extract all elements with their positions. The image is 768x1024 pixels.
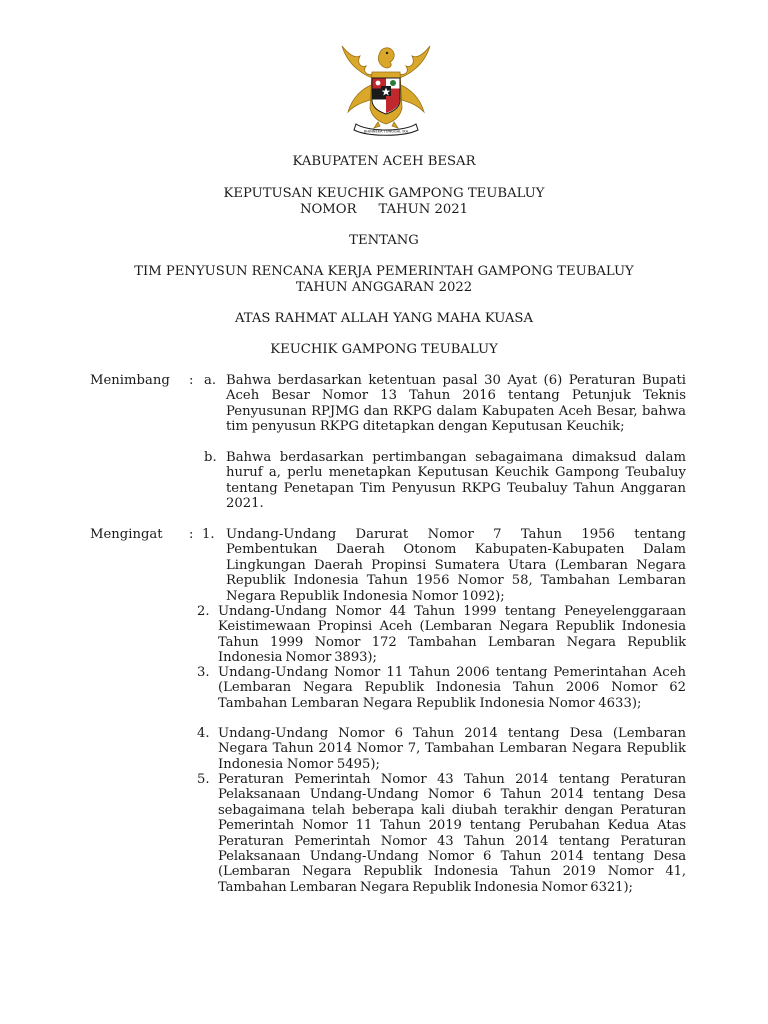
pancasila-shield bbox=[372, 78, 400, 114]
mengingat-item-5-text: Peraturan Pemerintah Nomor 43 Tahun 2014 tentang Peraturan Pelaksanaan Undang-Undang Nomor 6 Tahun 2014 tentang Desa sebagaimana telah beberapa kali diubah terakhir dengan Peraturan Pemerintah Nomor 11 Tahun 2019 tentang Perubahan Kedua Atas Peraturan Pemerintah Nomor 43 Tahun 2014 tentang Peraturan Pelaksanaan Undang-Undang Nomor 6 Tahun 2014 tentang Desa (Lembaran Negara Republik Indonesia Tahun 2019 Nomor 41, Tambahan Lembaran Negara Republik Indonesia Nomor 6321); bbox=[218, 772, 686, 895]
mengingat-item-1-text: Undang-Undang Darurat Nomor 7 Tahun 1956 tentang Pembentukan Daerah Otonom Kabupaten-Kabupaten Dalam Lingkungan Daerah Propinsi Sumatera Utara (Lembaran Negara Republik Indonesia Tahun 1956 Nomor 58, Tambahan Lembaran Negara Republik Indonesia Nomor 1092); bbox=[226, 527, 686, 604]
blessing-heading: ATAS RAHMAT ALLAH YANG MAHA KUASA bbox=[234, 311, 533, 326]
about-heading: TENTANG bbox=[349, 233, 419, 248]
menimbang-item-b-marker: b. bbox=[204, 450, 217, 465]
mengingat-item-4-text: Undang-Undang Nomor 6 Tahun 2014 tentang Desa (Lembaran Negara Tahun 2014 Nomor 7, Tambahan Lembaran Negara Republik Indonesia Nomor 5495); bbox=[218, 726, 686, 772]
regency-title: KABUPATEN ACEH BESAR bbox=[292, 154, 476, 169]
mengingat-item-2-marker: 2. bbox=[197, 604, 210, 619]
menimbang-item-a-marker: a. bbox=[204, 373, 217, 388]
motto-ribbon bbox=[354, 124, 418, 135]
mengingat-colon: : bbox=[189, 527, 194, 542]
issuer-heading: KEUCHIK GAMPONG TEUBALUY bbox=[270, 342, 498, 357]
mengingat-item-1-marker: 1. bbox=[202, 527, 215, 542]
subject-line-1: TIM PENYUSUN RENCANA KERJA PEMERINTAH GAMPONG TEUBALUY bbox=[134, 264, 634, 279]
garuda-head bbox=[378, 48, 394, 68]
mengingat-item-4-marker: 4. bbox=[197, 726, 210, 741]
menimbang-item-a-text: Bahwa berdasarkan ketentuan pasal 30 Ayat (6) Peraturan Bupati Aceh Besar Nomor 13 Tahun 2016 tentang Petunjuk Teknis Penyusunan RPJMG dan RKPG dalam Kabupaten Aceh Besar, bahwa tim penyusun RKPG ditetapkan dengan Keputusan Keuchik; bbox=[226, 373, 686, 435]
mengingat-item-3-text: Undang-Undang Nomor 11 Tahun 2006 tentang Pemerintahan Aceh (Lembaran Negara Republik Indonesia Tahun 2006 Nomor 62 Tambahan Lembaran Negara Republik Indonesia Nomor 4633); bbox=[218, 665, 686, 711]
motto-text: BHINNEKA TUNGGAL IKA bbox=[363, 129, 409, 134]
mengingat-item-2-text: Undang-Undang Nomor 44 Tahun 1999 tentang Peneyelenggaraan Keistimewaan Propinsi Aceh (Lembaran Negara Republik Indonesia Tahun 1999 Nomor 172 Tambahan Lembaran Negara Republik Indonesia Nomor 3893); bbox=[218, 604, 686, 666]
number-label: NOMOR bbox=[299, 202, 357, 217]
year-label: TAHUN 2021 bbox=[378, 202, 469, 217]
mengingat-item-3-marker: 3. bbox=[197, 665, 210, 680]
subject-line-2: TAHUN ANGGARAN 2022 bbox=[295, 280, 473, 295]
menimbang-label: Menimbang bbox=[90, 373, 170, 388]
mengingat-item-5-marker: 5. bbox=[197, 772, 210, 787]
mengingat-label: Mengingat bbox=[90, 527, 163, 542]
garuda-emblem bbox=[334, 38, 438, 138]
decree-title: KEPUTUSAN KEUCHIK GAMPONG TEUBALUY bbox=[223, 186, 545, 201]
menimbang-item-b-text: Bahwa berdasarkan pertimbangan sebagaimana dimaksud dalam huruf a, perlu menetapkan Keputusan Keuchik Gampong Teubaluy tentang Penetapan Tim Penyusun RKPG Teubaluy Tahun Anggaran 2021. bbox=[226, 450, 686, 512]
decree-number bbox=[0, 202, 768, 217]
menimbang-colon: : bbox=[189, 373, 194, 388]
